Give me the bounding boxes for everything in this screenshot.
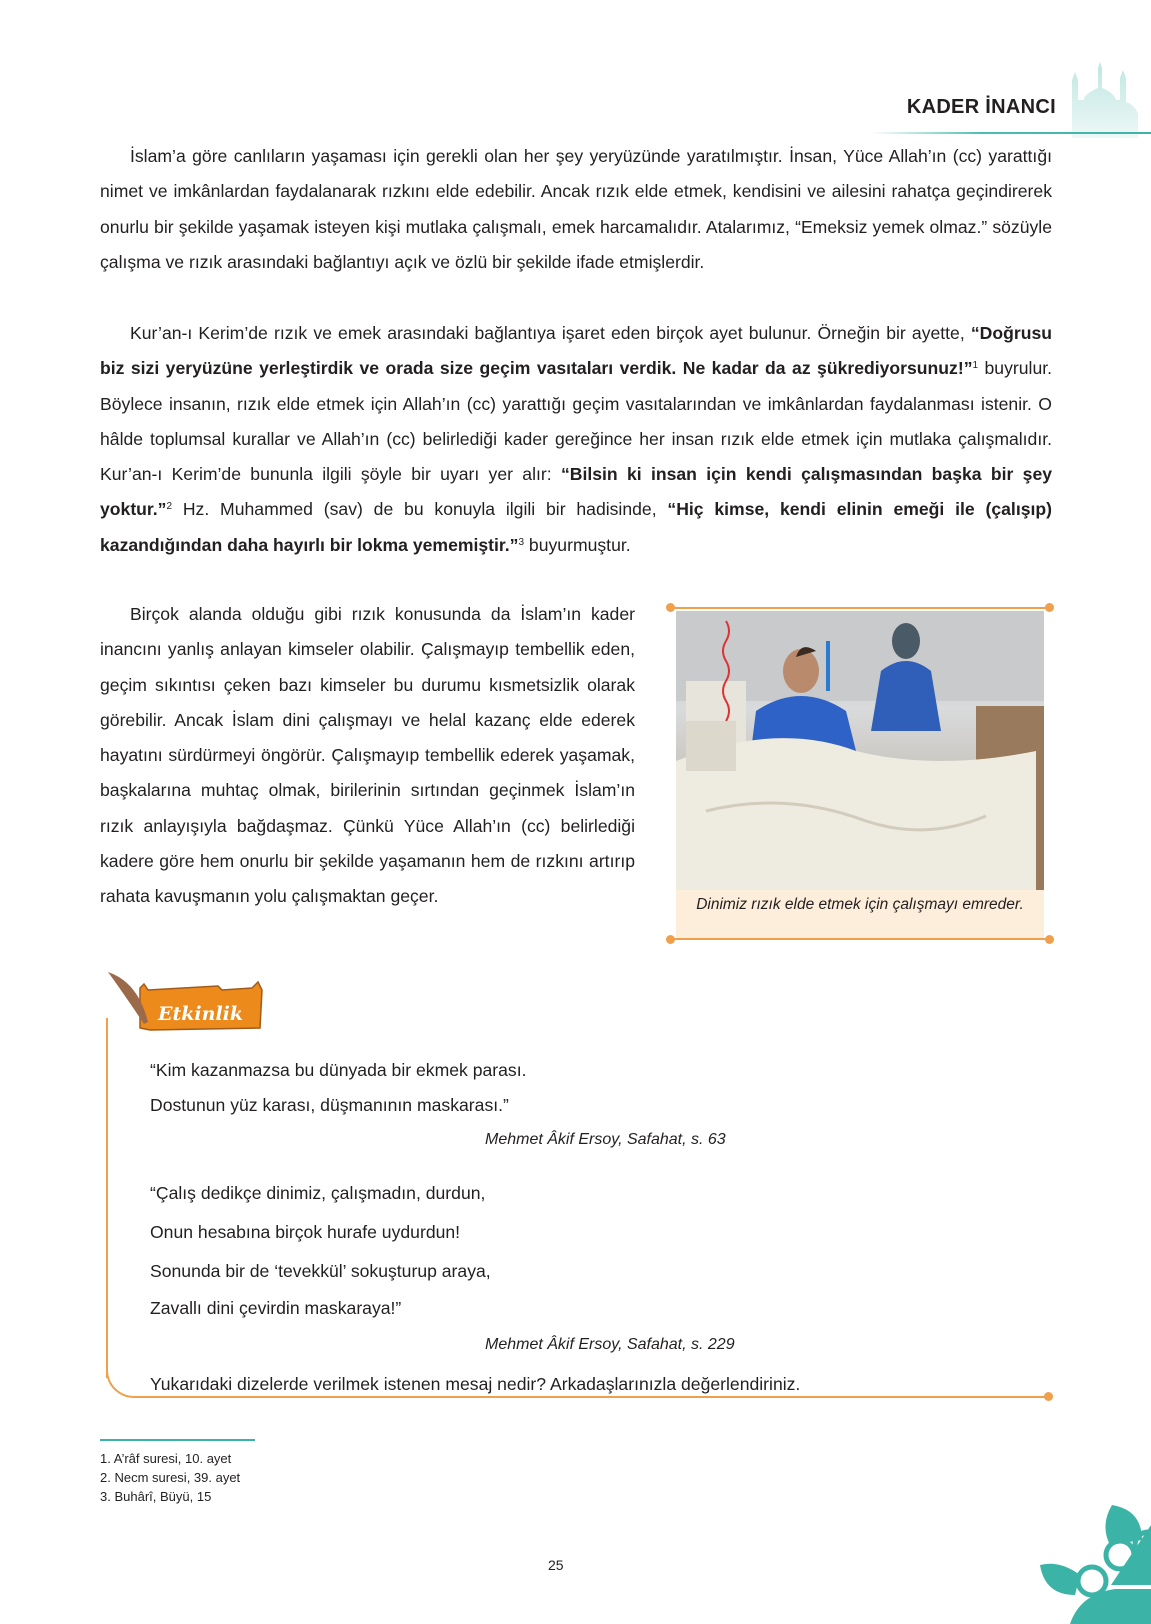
dot (666, 935, 675, 944)
activity-badge (100, 972, 270, 1032)
poem1-line: “Kim kazanmazsa bu dünyada bir ekmek parası. (150, 1060, 527, 1080)
verse-quote: “Bilsin ki insan için kendi çalışmasından başka bir şey yoktur.” (100, 464, 1053, 520)
hadith-quote: “Hiç kimse, kendi elinin emeği ile (çalışıp) kazandığından daha hayırlı bir lokma yememiştir.” (100, 499, 1052, 555)
poem2-source: Mehmet Âkif Ersoy, Safahat, s. 229 (485, 1336, 735, 1353)
photo-figure (670, 607, 1050, 940)
activity-border (106, 1018, 108, 1378)
footnote-ref: 2 (166, 501, 173, 513)
footnote-ref: 1 (972, 360, 979, 372)
poem2-line: Zavallı dini çevirdin maskaraya!” (150, 1298, 402, 1318)
footnote-ref: 3 (518, 536, 525, 548)
mosque-silhouette-icon (1068, 58, 1151, 138)
poem1-source: Mehmet Âkif Ersoy, Safahat, s. 63 (485, 1131, 726, 1148)
poem2-line: “Çalış dedikçe dinimiz, çalışmadın, durdun, (150, 1183, 486, 1203)
activity-border-corner (106, 1368, 136, 1398)
divider (670, 938, 1050, 940)
poem1-line: Dostunun yüz karası, düşmanının maskarası.” (150, 1095, 509, 1115)
text: buyurmuştur. (524, 534, 631, 555)
dot (1044, 1392, 1053, 1401)
text: Kur’an-ı Kerim’de rızık ve emek arasındaki bağlantıya işaret eden birçok ayet bulunur. Örneğin bir ayette, (130, 323, 971, 343)
footnote: 3. Buhârî, Büyü, 15 (100, 1489, 212, 1504)
workers-sewing-photo (676, 611, 1044, 890)
paragraph-2 (100, 316, 1052, 563)
footnote: 2. Necm suresi, 39. ayet (100, 1470, 241, 1485)
activity-badge-label: Etkinlik (158, 1003, 244, 1025)
dot (1045, 603, 1054, 612)
page-number: 25 (548, 1557, 564, 1573)
paragraph-3: Birçok alanda olduğu gibi rızık konusunda da İslam’ın kader inancını yanlış anlayan kimseler olabilir. Çalışmayıp tembellik eden, geçim sıkıntısı çeken bazı kimseler bu durumu kısmetsizlik olarak görebilir. Ancak İslam dini çalışmayı ve helal kazanç elde ederek hayatını sürdürmeyi öngörür. Çalışmayıp tembellik ederek yaşamak, başkalarına muhtaç olmak, birilerinin sırtından geçinmek İslam’ın rızık anlayışıyla bağdaşmaz. Çünkü Yüce Allah’ın (cc) belirlediği kadere göre hem onurlu bir şekilde yaşamanın hem de rızkını artırıp rahata kavuşmanın yolu çalışmaktan geçer. (100, 604, 635, 907)
poem2-line: Onun hesabına birçok hurafe uydurdun! (150, 1222, 461, 1242)
activity-question: Yukarıdaki dizelerde verilmek istenen mesaj nedir? Arkadaşlarınızla değerlendiriniz. (150, 1374, 801, 1394)
activity-border (134, 1396, 1048, 1398)
dot (1045, 935, 1054, 944)
footnote: 1. A’râf suresi, 10. ayet (100, 1451, 232, 1466)
header-divider (870, 132, 1151, 134)
text: Hz. Muhammed (sav) de bu konuyla ilgili bir hadisinde, (172, 499, 668, 520)
verse-quote: “Doğrusu biz sizi yeryüzüne yerleştirdik ve orada size geçim vasıtaları verdik. Ne kadar da az şükrediyorsunuz!” (100, 323, 1052, 379)
chapter-title: KADER İNANCI (906, 96, 1056, 118)
divider (670, 607, 1050, 609)
text: buyrulur. Böylece insanın, rızık elde etmek için Allah’ın (cc) yarattığı geçim vasıtalarından ve imkânlardan faydalanması istenir. O hâlde toplumsal kurallar ve Allah’ın (cc) belirlediği kader gereğince her insan rızık elde etmek için mutlaka çalışmalıdır. Kur’an-ı Kerim’de bununla ilgili şöyle bir uyarı yer alır: (100, 358, 1053, 485)
flower-ornament-icon (1040, 1505, 1151, 1624)
poem2-line: Sonunda bir de ‘tevekkül’ sokuşturup araya, (150, 1261, 491, 1281)
photo-caption: Dinimiz rızık elde etmek için çalışmayı emreder. (676, 890, 1044, 938)
footnote-divider (100, 1439, 255, 1441)
paragraph-1: İslam’a göre canlıların yaşaması için gerekli olan her şey yeryüzünde yaratılmıştır. İnsan, Yüce Allah’ın (cc) yarattığı nimet ve imkânlardan faydalanarak rızkını elde edebilir. Ancak rızık elde etmek, kendisini ve ailesini rahatça geçindirerek onurlu bir şekilde yaşamak isteyen kişi mutlaka çalışmalı, emek harcamalıdır. Atalarımız, “Emeksiz yemek olmaz.” sözüyle çalışma ve rızık arasındaki bağlantıyı açık ve özlü bir şekilde ifade etmişlerdir. (100, 146, 1052, 272)
dot (666, 603, 675, 612)
